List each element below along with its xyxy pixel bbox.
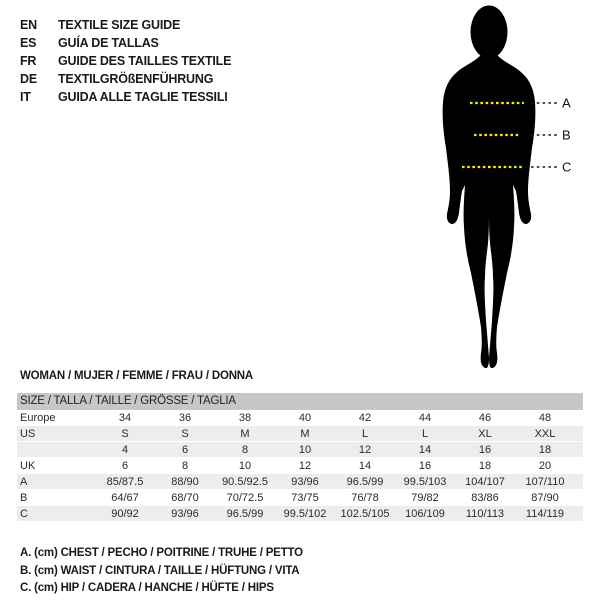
title-block	[20, 16, 231, 106]
measurement-legend	[20, 545, 303, 598]
table-row	[17, 458, 583, 474]
marker-label-a: A	[562, 95, 571, 111]
size-cell: 93/96	[155, 506, 215, 522]
size-cell: 46	[478, 411, 492, 424]
size-cell: 34	[118, 411, 132, 424]
size-cell: S	[95, 426, 155, 442]
size-cell: 48	[538, 411, 552, 424]
lang-code: ES	[20, 36, 37, 50]
lang-code: DE	[20, 72, 37, 86]
table-row	[17, 490, 583, 506]
size-cell: 20	[515, 458, 575, 474]
size-cell: L	[395, 426, 455, 442]
table-row	[17, 442, 583, 458]
row-label: A	[17, 474, 95, 490]
spacer-cell	[575, 426, 583, 442]
spacer-cell	[575, 490, 583, 506]
title-row-es	[20, 34, 231, 52]
size-cell: 64/67	[95, 490, 155, 506]
size-cell: 6	[95, 458, 155, 474]
size-cell: XL	[455, 426, 515, 442]
size-cell: 76/78	[335, 490, 395, 506]
size-cell: 90.5/92.5	[215, 474, 275, 490]
title-text: TEXTILE SIZE GUIDE	[58, 18, 181, 32]
measurement-figure	[425, 3, 575, 371]
size-cell: 14	[395, 442, 455, 458]
size-cell: 88/90	[155, 474, 215, 490]
row-label: Europe	[20, 411, 56, 424]
spacer-cell	[575, 442, 583, 458]
lang-code: FR	[20, 54, 37, 68]
size-cell: L	[335, 426, 395, 442]
silhouette-body	[443, 55, 536, 368]
spacer-cell	[575, 458, 583, 474]
title-row-it	[20, 88, 231, 106]
size-cell: 42	[358, 411, 372, 424]
size-cell: XXL	[515, 426, 575, 442]
size-cell: 73/75	[275, 490, 335, 506]
title-text: GUIDA ALLE TAGLIE TESSILI	[58, 90, 228, 104]
table-row	[17, 410, 583, 426]
table-row	[17, 426, 583, 442]
size-cell: 44	[418, 411, 432, 424]
size-cell: 36	[178, 411, 192, 424]
size-cell: 79/82	[395, 490, 455, 506]
size-cell: 87/90	[515, 490, 575, 506]
size-cell: 83/86	[455, 490, 515, 506]
size-cell: 18	[455, 458, 515, 474]
row-label: UK	[17, 458, 95, 474]
size-cell: 18	[515, 442, 575, 458]
title-text: TEXTILGRÖßENFÜHRUNG	[58, 72, 214, 86]
size-cell: 85/87.5	[95, 474, 155, 490]
size-cell: 70/72.5	[215, 490, 275, 506]
row-label: C	[17, 506, 95, 522]
size-cell: 16	[455, 442, 515, 458]
woman-silhouette-graphic	[425, 3, 575, 371]
title-row-fr	[20, 52, 231, 70]
size-cell: 38	[238, 411, 252, 424]
size-cell: 99.5/102	[275, 506, 335, 522]
size-cell: 93/96	[275, 474, 335, 490]
size-cell: 96.5/99	[335, 474, 395, 490]
size-table-body	[17, 410, 583, 521]
size-cell: 16	[395, 458, 455, 474]
marker-label-b: B	[562, 127, 571, 143]
size-cell: S	[155, 426, 215, 442]
row-label: B	[17, 490, 95, 506]
size-cell: 8	[215, 442, 275, 458]
size-cell: M	[215, 426, 275, 442]
legend-item-chest: A. (cm) CHEST / PECHO / POITRINE / TRUHE / PETTO	[20, 547, 303, 559]
size-cell: 68/70	[155, 490, 215, 506]
marker-label-c: C	[562, 159, 572, 175]
title-text: GUIDE DES TAILLES TEXTILE	[58, 54, 232, 68]
spacer-cell	[575, 506, 583, 522]
size-cell: 102.5/105	[335, 506, 395, 522]
size-cell: 40	[298, 411, 312, 424]
size-cell: M	[275, 426, 335, 442]
size-cell: 8	[155, 458, 215, 474]
title-text: GUÍA DE TALLAS	[58, 36, 159, 50]
size-table-header: SIZE / TALLA / TAILLE / GRÖSSE / TAGLIA	[17, 393, 583, 410]
section-heading: WOMAN / MUJER / FEMME / FRAU / DONNA	[20, 370, 254, 382]
legend-item-waist: B. (cm) WAIST / CINTURA / TAILLE / HÜFTUNG / VITA	[20, 564, 300, 577]
row-label: US	[17, 426, 95, 442]
size-cell: 99.5/103	[395, 474, 455, 490]
size-cell: 114/119	[515, 506, 575, 522]
spacer-cell	[575, 474, 583, 490]
size-cell: 110/113	[455, 506, 515, 522]
lang-code: IT	[20, 90, 31, 104]
size-cell: 14	[335, 458, 395, 474]
size-table	[17, 410, 583, 521]
size-cell: 12	[275, 458, 335, 474]
lang-code: EN	[20, 18, 37, 32]
size-cell: 4	[95, 442, 155, 458]
table-row	[17, 506, 583, 522]
spacer-cell	[575, 410, 583, 426]
size-cell: 104/107	[455, 474, 515, 490]
size-cell: 10	[215, 458, 275, 474]
size-cell: 90/92	[95, 506, 155, 522]
size-cell: 106/109	[395, 506, 455, 522]
size-cell: 12	[335, 442, 395, 458]
row-label	[17, 442, 95, 458]
size-cell: 107/110	[515, 474, 575, 490]
title-row-de	[20, 70, 231, 88]
title-row-en	[20, 16, 231, 34]
size-cell: 96.5/99	[215, 506, 275, 522]
table-row	[17, 474, 583, 490]
size-cell: 10	[275, 442, 335, 458]
size-cell: 6	[155, 442, 215, 458]
legend-item-hip: C. (cm) HIP / CADERA / HANCHE / HÜFTE / HIPS	[20, 582, 274, 594]
